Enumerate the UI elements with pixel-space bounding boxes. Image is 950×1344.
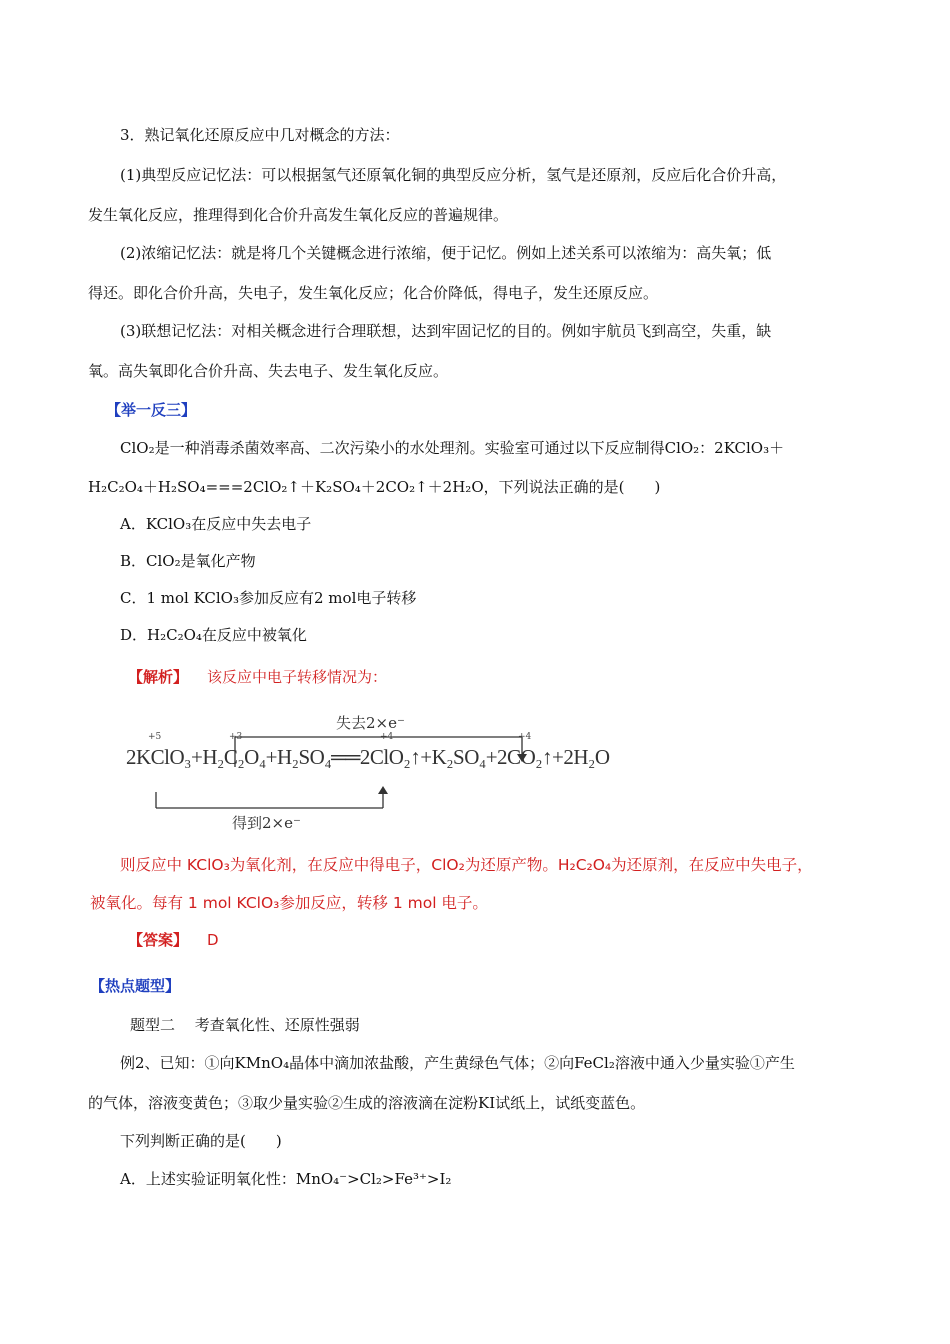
section-heading: 3．熟记氧化还原反应中几对概念的方法： [120, 126, 400, 144]
redox-equation: 2KClO₃+H₂C₂O₄+H₂SO₄══2ClO₂↑+K₂SO₄+2CO₂↑+2H₂O [126, 745, 610, 769]
ox-state-c-product: +4 [518, 732, 532, 742]
hot-topic-tag: 【热点题型】 [90, 977, 181, 995]
method2-line2: 得还。即化合价升高，失电子，发生氧化反应；化合价降低，得电子，发生还原反应。 [88, 284, 659, 302]
method1-line2: 发生氧化反应，推理得到化合价升高发生氧化反应的普遍规律。 [88, 206, 509, 224]
option-a: A．KClO₃在反应中失去电子 [120, 515, 312, 533]
example-stem-line2: H₂C₂O₄＋H₂SO₄===2ClO₂↑＋K₂SO₄＋2CO₂↑＋2H₂O，下列说法正确的是( ) [88, 478, 661, 496]
analysis-tag: 【解析】 [128, 668, 189, 686]
method3-line1: (3)联想记忆法：对相关概念进行合理联想，达到牢固记忆的目的。例如宇航员飞到高空，失重，缺 [120, 322, 772, 340]
example-stem-line1: ClO₂是一种消毒杀菌效率高、二次污染小的水处理剂。实验室可通过以下反应制得ClO₂：2KClO₃＋ [120, 439, 785, 457]
lose-electrons-label: 失去2×e⁻ [336, 714, 405, 732]
analysis-explain-line1: 则反应中 KClO₃为氧化剂，在反应中得电子，ClO₂为还原产物。H₂C₂O₄为还原剂，在反应中失电子， [120, 856, 813, 874]
example2-option-a: A．上述实验证明氧化性：MnO₄⁻>Cl₂>Fe³⁺>I₂ [120, 1170, 452, 1188]
example2-line2: 的气体，溶液变黄色；③取少量实验②生成的溶液滴在淀粉KI试纸上，试纸变蓝色。 [88, 1094, 646, 1112]
question-type-title: 题型二 考查氧化性、还原性强弱 [130, 1016, 360, 1034]
ox-state-c-reactant: +3 [229, 732, 243, 742]
ox-state-cl-product: +4 [380, 732, 394, 742]
analysis-intro: 该反应中电子转移情况为： [207, 668, 388, 686]
analysis-explain-line2: 被氧化。每有 1 mol KClO₃参加反应，转移 1 mol 电子。 [90, 894, 488, 912]
option-b: B．ClO₂是氧化产物 [120, 552, 256, 570]
example2-question: 下列判断正确的是( ) [120, 1132, 282, 1150]
answer-value: D [207, 931, 219, 949]
option-c: C．1 mol KClO₃参加反应有2 mol电子转移 [120, 589, 417, 607]
option-d: D．H₂C₂O₄在反应中被氧化 [120, 626, 307, 644]
gain-electrons-label: 得到2×e⁻ [232, 814, 301, 832]
example2-line1: 例2、已知：①向KMnO₄晶体中滴加浓盐酸，产生黄绿色气体；②向FeCl₂溶液中通入少量实验①产生 [120, 1054, 795, 1072]
example-tag: 【举一反三】 [106, 401, 197, 419]
method3-line2: 氧。高失氧即化合价升高、失去电子、发生氧化反应。 [88, 362, 449, 380]
ox-state-cl-reactant: +5 [148, 732, 162, 742]
method1-line1: (1)典型反应记忆法：可以根据氢气还原氧化铜的典型反应分析，氢气是还原剂，反应后化合价升高， [120, 166, 787, 184]
answer-tag: 【答案】 [128, 931, 189, 949]
method2-line1: (2)浓缩记忆法：就是将几个关键概念进行浓缩，便于记忆。例如上述关系可以浓缩为：高失氧；低 [120, 244, 772, 262]
